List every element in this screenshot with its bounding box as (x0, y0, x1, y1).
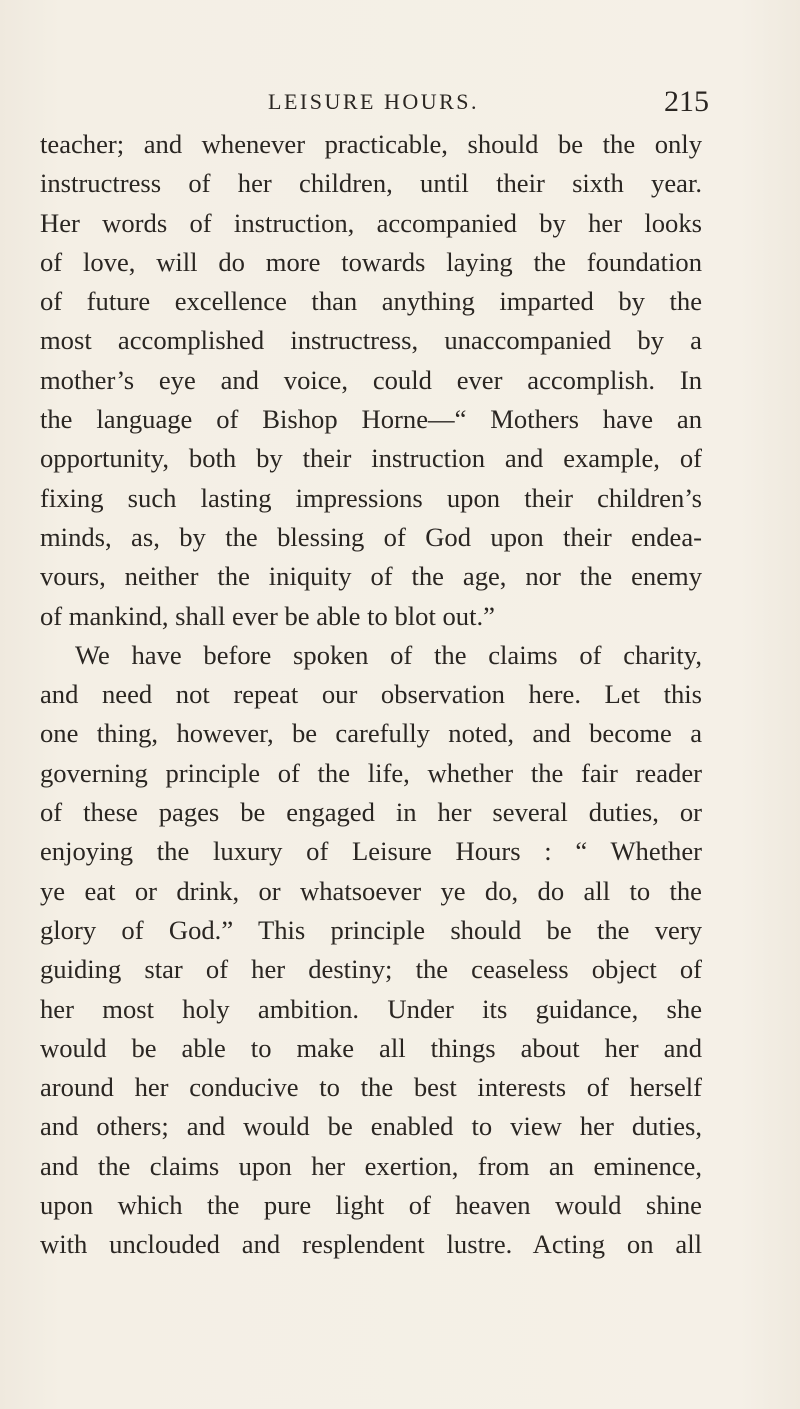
text-line-paragraph-start: We have before spoken of the claims of charity, (75, 639, 702, 670)
text-line: glory of God.” This principle should be the very (40, 914, 702, 945)
text-line: one thing, however, be carefully noted, and become a (40, 718, 702, 749)
text-line: fixing such lasting impressions upon their children’s (40, 482, 702, 513)
text-line: governing principle of the life, whether the fair reader (40, 757, 702, 788)
text-line: of future excellence than anything imparted by the (40, 286, 702, 317)
text-line: with unclouded and resplendent lustre. Acting on all (40, 1229, 702, 1260)
text-line: her most holy ambition. Under its guidance, she (40, 993, 702, 1024)
text-line: of love, will do more towards laying the foundation (40, 246, 702, 277)
running-header (0, 85, 800, 125)
text-line: and need not repeat our observation here. Let this (40, 679, 702, 710)
text-line: upon which the pure light of heaven would shine (40, 1190, 702, 1221)
text-line: guiding star of her destiny; the ceaseless object of (40, 954, 702, 985)
text-line: of these pages be engaged in her several duties, or (40, 797, 702, 828)
text-line: most accomplished instructress, unaccompanied by a (40, 325, 702, 356)
text-line: would be able to make all things about her and (40, 1032, 702, 1063)
text-line-paragraph-end: of mankind, shall ever be able to blot out.” (40, 600, 495, 631)
body-text (40, 125, 702, 1265)
text-line: teacher; and whenever practicable, should be the only (40, 129, 702, 159)
text-line: Her words of instruction, accompanied by her looks (40, 207, 702, 238)
text-line: minds, as, by the blessing of God upon their endea- (40, 521, 702, 552)
text-line: and others; and would be enabled to view her duties, (40, 1111, 702, 1142)
text-line: instructress of her children, until their sixth year. (40, 168, 702, 199)
text-line: and the claims upon her exertion, from an eminence, (40, 1150, 702, 1181)
text-line: around her conducive to the best interests of herself (40, 1072, 702, 1103)
text-line: vours, neither the iniquity of the age, nor the enemy (40, 561, 702, 592)
page-number: 215 (664, 85, 709, 118)
text-line: mother’s eye and voice, could ever accomplish. In (40, 364, 702, 395)
text-line: opportunity, both by their instruction and example, of (40, 443, 702, 474)
running-title: LEISURE HOURS. (268, 89, 480, 114)
text-line: enjoying the luxury of Leisure Hours : “ Whether (40, 836, 702, 867)
text-line: ye eat or drink, or whatsoever ye do, do all to the (40, 875, 702, 906)
text-line: the language of Bishop Horne—“ Mothers have an (40, 404, 702, 435)
